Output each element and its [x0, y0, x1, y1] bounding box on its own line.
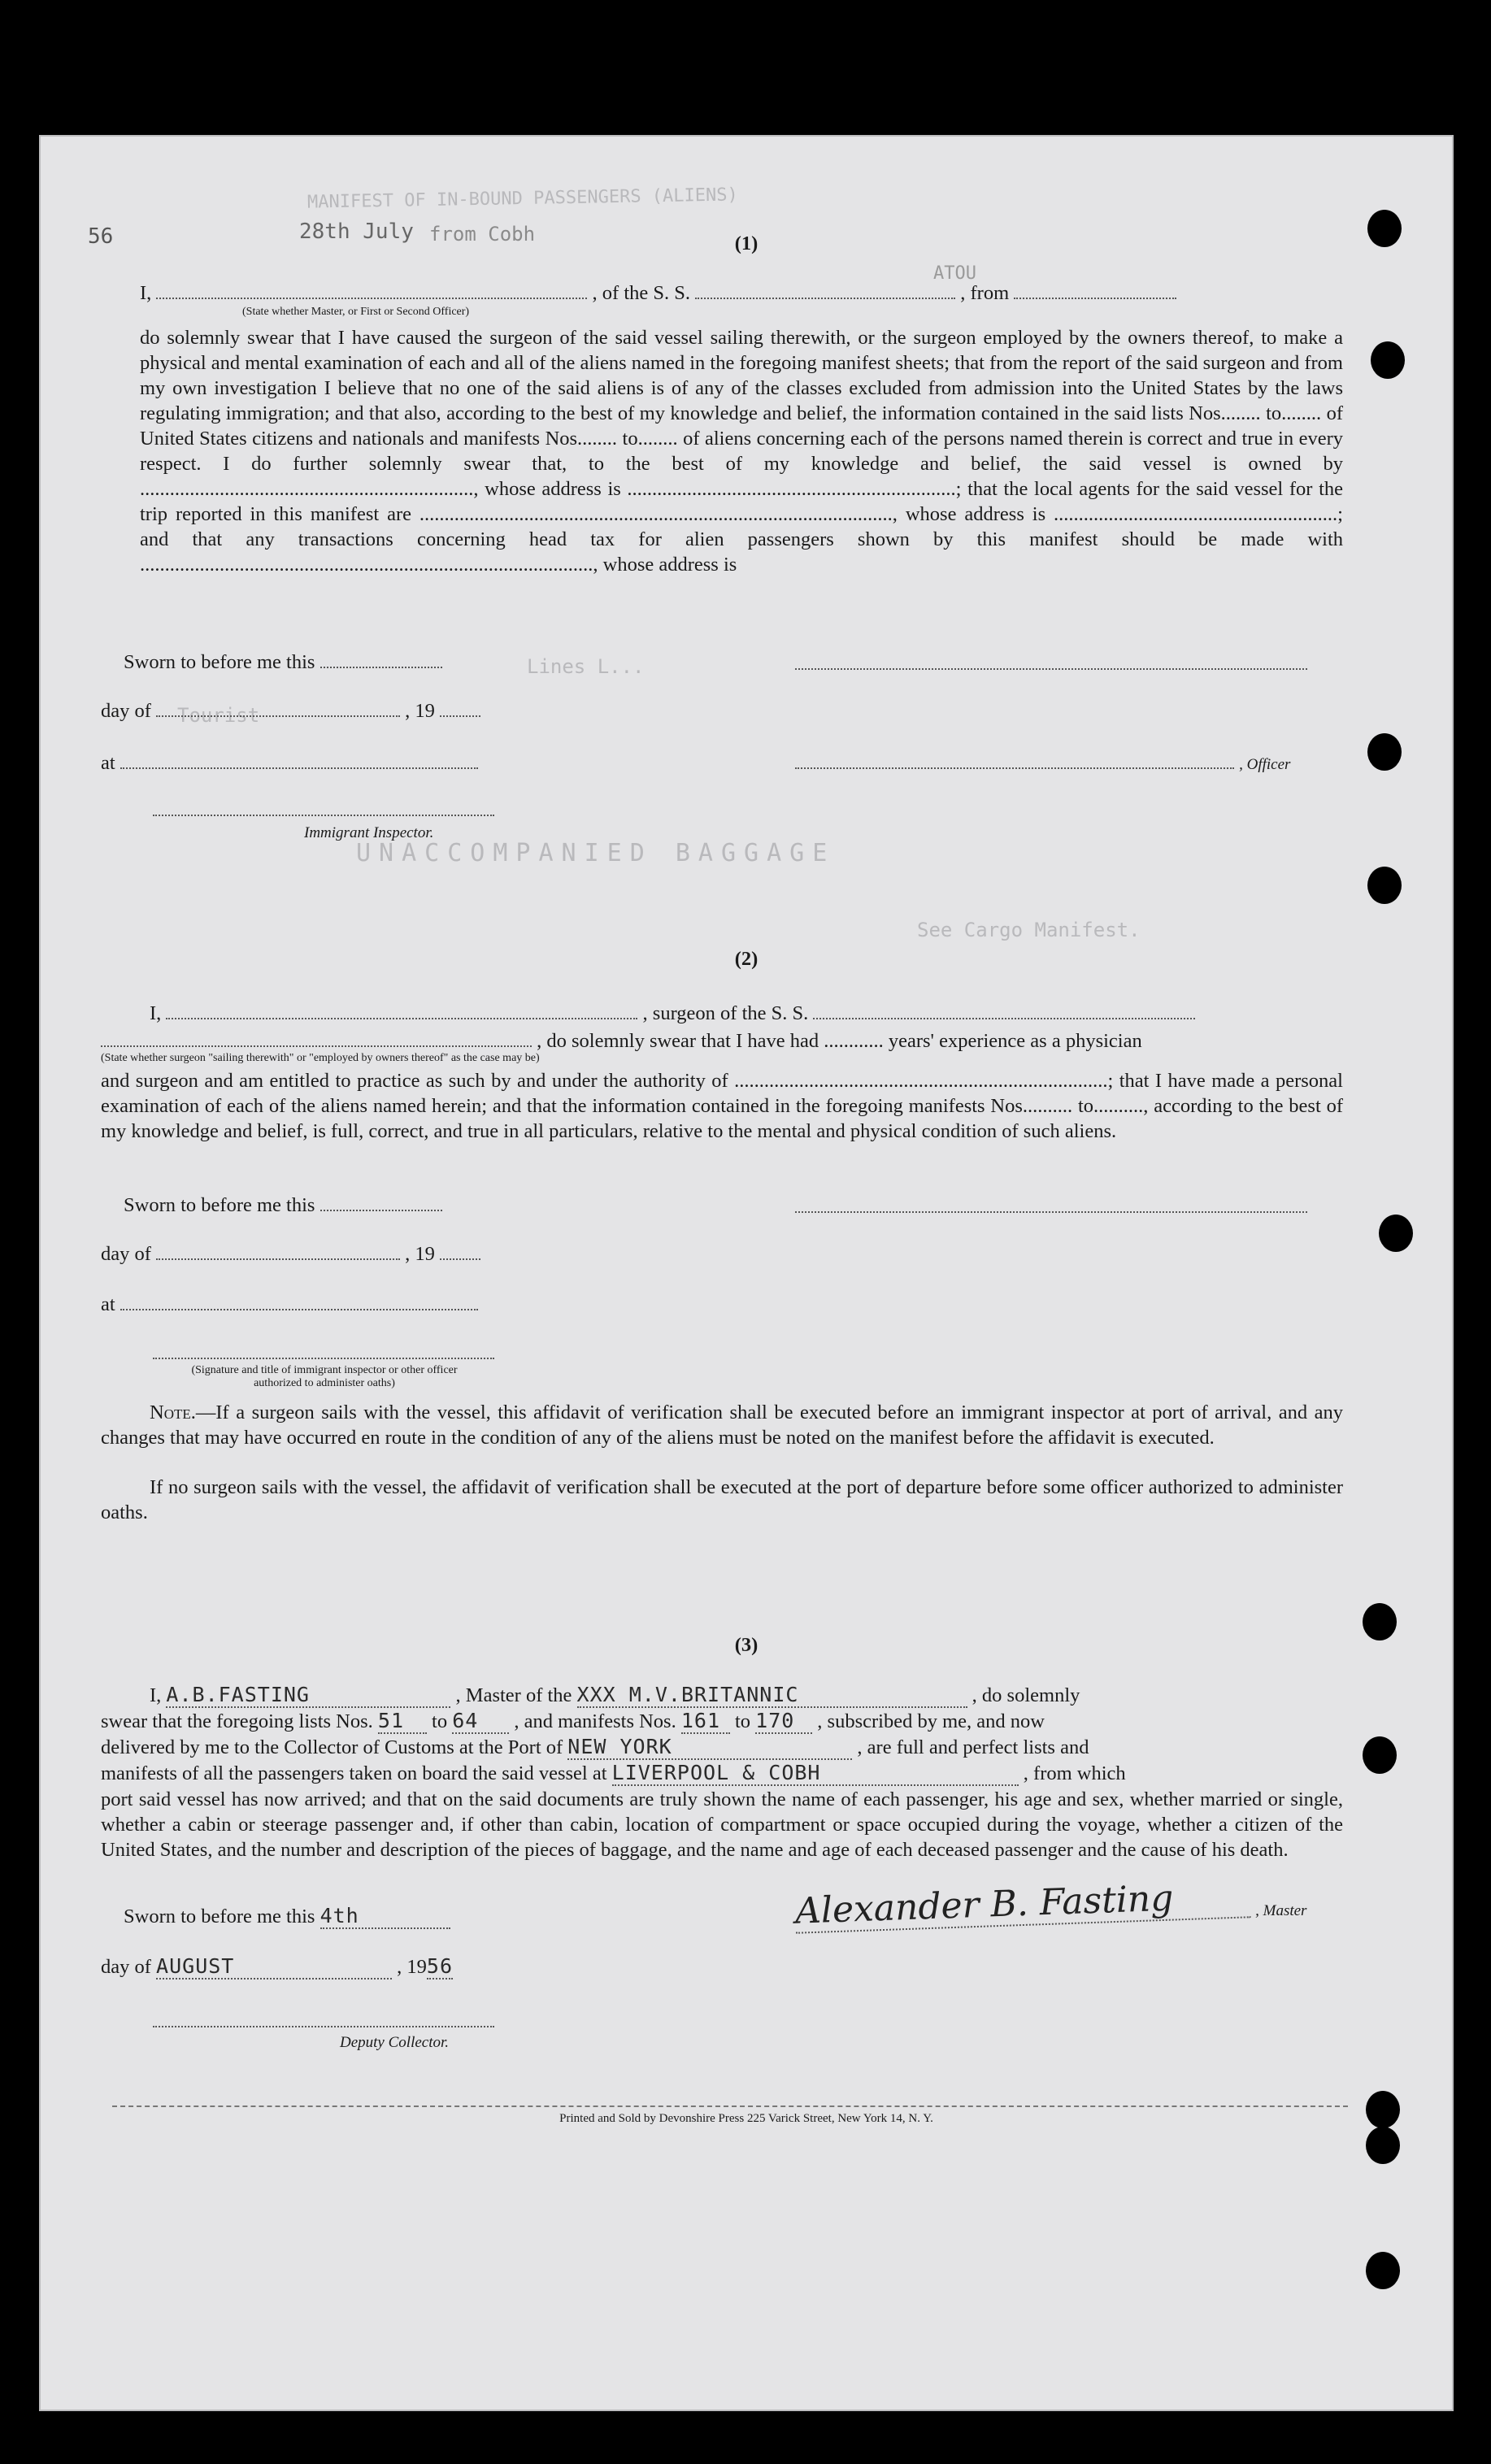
section1-officer-sig-rule [795, 668, 1307, 670]
ghost-stamp-title: MANIFEST OF IN-BOUND PASSENGERS (ALIENS) [306, 185, 738, 213]
section2-year-prefix: , 19 [405, 1243, 435, 1265]
section1-inspector: Immigrant Inspector. [304, 824, 434, 841]
punch-hole [1371, 341, 1405, 379]
section2-ship-field[interactable] [813, 1002, 1195, 1019]
ghost-port: from Cobh [429, 223, 536, 246]
ghost-ship: ATOU [933, 263, 976, 284]
section2-at-line [101, 1293, 478, 1316]
section3-collector-rule [153, 2026, 494, 2027]
punch-hole [1366, 2127, 1400, 2164]
section2-note2: If no surgeon sails with the vessel, the affidavit of verification shall be executed at the port of departure before some officer authorized to administer oaths. [101, 1476, 1343, 1523]
section3-man-from[interactable]: 161 [681, 1709, 730, 1734]
section3-year-suffix[interactable]: 56 [426, 1954, 454, 1978]
section3-delivered: delivered by me to the Collector of Customs at the Port of [101, 1736, 563, 1758]
section2-swear: , do solemnly swear that I have had ............ years' experience as a physician [537, 1030, 1142, 1052]
footer-printer: Printed and Sold by Devonshire Press 225 Varick Street, New York 14, N. Y. [559, 2112, 933, 2125]
section3-port[interactable]: NEW YORK [567, 1735, 852, 1760]
section3-master-of: , Master of the [455, 1684, 572, 1706]
section1-header-line [140, 281, 1176, 305]
section2-number: (2) [734, 948, 759, 970]
section2-name-field[interactable] [166, 1002, 637, 1019]
section3-from-which: , from which [1023, 1762, 1126, 1784]
section2-sig-note-rule [153, 1358, 494, 1359]
section3-vessel[interactable]: XXX M.V.BRITANNIC [577, 1683, 967, 1708]
section3-master-name[interactable]: A.B.FASTING [166, 1683, 450, 1708]
section1-officer-field[interactable] [156, 281, 587, 299]
section1-at-field[interactable] [120, 751, 478, 769]
ghost-year: 56 [88, 224, 114, 249]
punch-hole [1366, 2091, 1400, 2128]
section3-signature[interactable]: Alexander B. Fasting [794, 1875, 1251, 1934]
section2-surgeon-of: , surgeon of the S. S. [642, 1002, 809, 1024]
section1-from-field[interactable] [1014, 281, 1176, 299]
section3-master: , Master [1255, 1902, 1307, 1919]
section1-lead: I, [140, 282, 152, 304]
section3-manifests-taken: manifests of all the passengers taken on board the said vessel at [101, 1762, 607, 1784]
section1-ship-field[interactable] [695, 281, 955, 299]
section1-day-of: day of [101, 700, 151, 722]
section3-sworn: Sworn to before me this [124, 1906, 315, 1927]
section2-sig-note: (Signature and title of immigrant inspector or other officer authorized to administer oaths) [191, 1364, 458, 1389]
section3-collector: Deputy Collector. [340, 2034, 450, 2051]
punch-hole [1363, 1603, 1397, 1640]
section3-sworn-line [124, 1904, 450, 1929]
section1-sworn-field[interactable] [320, 650, 442, 668]
section3-do-solemnly: , do solemnly [972, 1684, 1080, 1706]
section2-sig-rule [795, 1211, 1307, 1213]
section3-list-to[interactable]: 64 [452, 1709, 509, 1734]
ghost-cargo: See Cargo Manifest. [917, 919, 1141, 941]
section1-year-field[interactable] [440, 699, 480, 717]
section2-sworn-field[interactable] [320, 1193, 442, 1211]
section2-sworn: Sworn to before me this [124, 1194, 315, 1216]
section1-body: do solemnly swear that I have caused the surgeon of the said vessel sailing therewith, or the surgeon employed by the owners thereof, to make a physical and mental examination of each and all of the aliens named in the foregoing manifest sheets; that from the report of the said surgeon and from my own investigation I believe that no one of the said aliens is of any of the classes excluded from admission into the United States by the laws regulating immigration; and that also, according to the best of my knowledge and belief, the information contained in the said lists Nos........ to........ of United States citizens and nationals and manifests Nos........ to........ of aliens concerning each of the persons named therein is correct and true in every respect. I do further solemnly swear that, to the best of my knowledge and belief, the said vessel is owned by ..................................................................., whose address is ..................................................................; that the local agents for the said vessel for the trip reported in this manifest are ..............................................................................................., whose address is .........................................................; and that any transactions concerning head tax for alien passengers shown by this manifest should be made with ..........................................................................................., whose address is [140, 327, 1343, 576]
section2-day-of: day of [101, 1243, 151, 1265]
section1-day-line [101, 699, 480, 723]
section3-day-of: day of [101, 1956, 151, 1978]
section3-and-manifests: , and manifests Nos. [514, 1710, 676, 1732]
section3-body: port said vessel has now arrived; and that on the said documents are truly shown the name of each passenger, his age and sex, whether married or single, whether a cabin or steerage passenger and, if other than cabin, location of compartment or space occupied during the voyage, whether a citizen of the United States, and the number and description of the pieces of baggage, and the name and age of each deceased passenger and the cause of his death. [101, 1788, 1343, 1861]
ghost-stamp-mid: UNACCOMPANIED BAGGAGE [356, 839, 836, 867]
punch-hole [1363, 1736, 1397, 1774]
section2-at-field[interactable] [120, 1293, 478, 1310]
section1-day-field[interactable] [156, 699, 400, 717]
section3-full-lists: , are full and perfect lists and [857, 1736, 1089, 1758]
punch-hole [1367, 867, 1402, 904]
section3-lead: I, [150, 1684, 162, 1706]
punch-hole [1367, 210, 1402, 247]
section1-officer-sign-field[interactable] [795, 751, 1234, 769]
section1-sworn: Sworn to before me this [124, 651, 315, 673]
section3-day-line [101, 1954, 453, 1979]
section2-day-line [101, 1242, 480, 1266]
section3-subscribed: , subscribed by me, and now [817, 1710, 1045, 1732]
section2-swear-line [101, 1029, 1142, 1053]
section3-sworn-day[interactable]: 4th [320, 1904, 450, 1929]
section1-at: at [101, 752, 115, 774]
section2-note [101, 1400, 1343, 1450]
section3-line1 [150, 1683, 1080, 1708]
section3-departure[interactable]: LIVERPOOL & COBH [612, 1761, 1019, 1786]
section3-list-from[interactable]: 51 [378, 1709, 427, 1734]
section1-officer-line [795, 751, 1290, 775]
section3-signature-line [794, 1877, 1307, 1932]
section1-number: (1) [734, 232, 759, 254]
manifest-form-sheet [39, 135, 1454, 2411]
footer-rule [112, 2105, 1348, 2107]
section1-of-the-ss: , of the S. S. [592, 282, 691, 304]
section2-at: at [101, 1293, 115, 1315]
section1-sworn-line [124, 650, 442, 674]
section2-note-text: —If a surgeon sails with the vessel, this affidavit of verification shall be executed before an immigrant inspector at port of arrival, and any changes that may have occurred en route in the condition of any of the aliens must be noted on the manifest before the affidavit is executed. [101, 1401, 1343, 1449]
section3-month[interactable]: AUGUST [156, 1954, 392, 1979]
section2-state-note: (State whether surgeon "sailing therewith" or "employed by owners thereof" as the case may be) [101, 1052, 540, 1064]
section1-inspector-rule [153, 815, 494, 816]
punch-hole [1367, 733, 1402, 771]
punch-hole [1366, 2252, 1400, 2289]
section3-man-to[interactable]: 170 [755, 1709, 812, 1734]
section2-day-field[interactable] [156, 1242, 400, 1260]
section2-body: and surgeon and am entitled to practice as such by and under the authority of ...........................................................................; that I have made a personal examination of each of the aliens named herein; and that the information contained in the foregoing manifests Nos.......... to.........., according to the best of my knowledge and belief, is full, correct, and true in all particulars, relative to the mental and physical condition of such aliens. [101, 1070, 1343, 1142]
ghost-tourist: Tourist [177, 704, 260, 727]
section3-number: (3) [734, 1634, 759, 1656]
section3-line4 [101, 1761, 1126, 1786]
section3-to-1: to [432, 1710, 448, 1732]
section2-year-field[interactable] [440, 1242, 480, 1260]
section3-to-2: to [734, 1710, 751, 1732]
section1-state-note: (State whether Master, or First or Second Officer) [242, 306, 470, 318]
ghost-date: 28th July [299, 219, 414, 244]
section1-from: , from [960, 282, 1010, 304]
section2-status-field[interactable] [101, 1029, 532, 1047]
section3-year-prefix: , 19 [397, 1956, 427, 1978]
section3-line3 [101, 1735, 1089, 1760]
section2-lead: I, [150, 1002, 162, 1024]
punch-hole [1379, 1215, 1413, 1252]
section3-line2 [101, 1709, 1045, 1734]
section1-at-line [101, 751, 478, 775]
ghost-lines: Lines L... [527, 655, 645, 678]
section1-officer: , Officer [1239, 756, 1291, 773]
section2-sworn-line [124, 1193, 442, 1217]
section3-swear-lists: swear that the foregoing lists Nos. [101, 1710, 373, 1732]
section1-year-prefix: , 19 [405, 700, 435, 722]
section2-header-line [150, 1002, 1195, 1025]
section2-note-label: Note. [150, 1401, 196, 1423]
